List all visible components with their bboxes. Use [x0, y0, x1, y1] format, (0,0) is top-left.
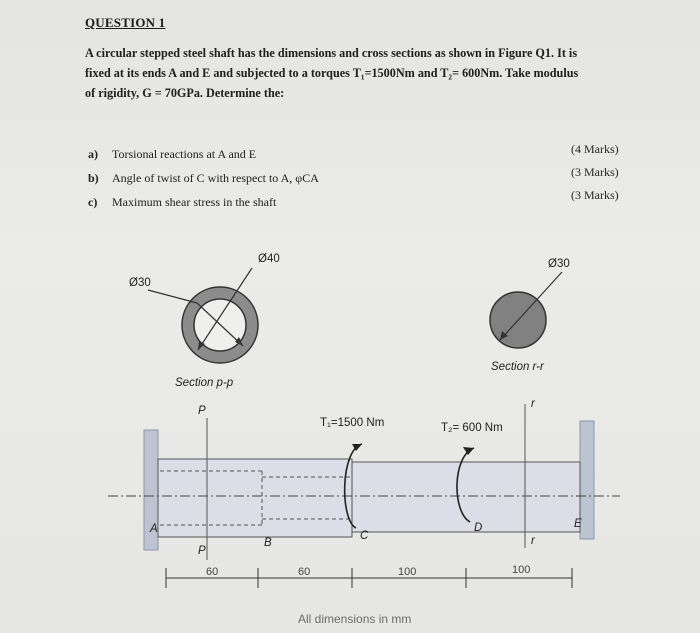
question-heading: QUESTION 1: [85, 15, 166, 30]
torque-T1-label: T₁=1500 Nm: [320, 417, 385, 429]
section-pp-drawing: [148, 268, 258, 363]
problem-line-1: A circular stepped steel shaft has the dimensions and cross sections as shown in Figure Q1. It is: [85, 46, 578, 60]
question-c-label: c): [88, 195, 98, 209]
question-b-marks: (3 Marks): [571, 165, 619, 179]
point-A: A: [150, 523, 158, 535]
point-r-bottom: r: [531, 535, 535, 547]
question-a-label: a): [88, 147, 98, 161]
point-C: C: [360, 530, 369, 542]
question-b-text: Angle of twist of C with respect to A, φCA: [112, 171, 319, 185]
dimension-DE: 100: [512, 564, 531, 576]
problem-line-2: fixed at its ends A and E and subjected to a torques T₁=1500Nm and T₂= 600Nm. Take modulus: [85, 66, 579, 80]
torque-T2-label: T₂= 600 Nm: [441, 422, 503, 434]
section-pp-outer-dia: Ø40: [258, 253, 280, 265]
figure-footer-note: All dimensions in mm: [298, 612, 412, 626]
shaft-solid-segment: [352, 462, 580, 532]
question-c-text: Maximum shear stress in the shaft: [112, 195, 277, 209]
fixed-support-E: [580, 421, 594, 539]
point-p-top: P: [198, 405, 206, 417]
question-a-text: Torsional reactions at A and E: [112, 147, 257, 161]
point-D: D: [474, 522, 483, 534]
problem-line-3: of rigidity, G = 70GPa. Determine the:: [85, 86, 285, 100]
point-B: B: [264, 537, 272, 549]
section-pp-inner-dia: Ø30: [129, 277, 151, 289]
point-r-top: r: [531, 398, 535, 410]
dimension-CD: 100: [398, 566, 417, 578]
question-c-marks: (3 Marks): [571, 188, 619, 202]
section-rr-dia: Ø30: [548, 258, 570, 270]
section-pp-caption: Section p-p: [175, 377, 234, 389]
point-E: E: [574, 518, 582, 530]
question-a-marks: (4 Marks): [571, 142, 619, 156]
dimension-BC: 60: [298, 566, 311, 578]
question-b-label: b): [88, 171, 99, 185]
point-p-bottom: P: [198, 545, 206, 557]
dimension-AB: 60: [206, 566, 219, 578]
section-rr-caption: Section r-r: [491, 361, 544, 373]
section-rr-drawing: [490, 272, 562, 348]
